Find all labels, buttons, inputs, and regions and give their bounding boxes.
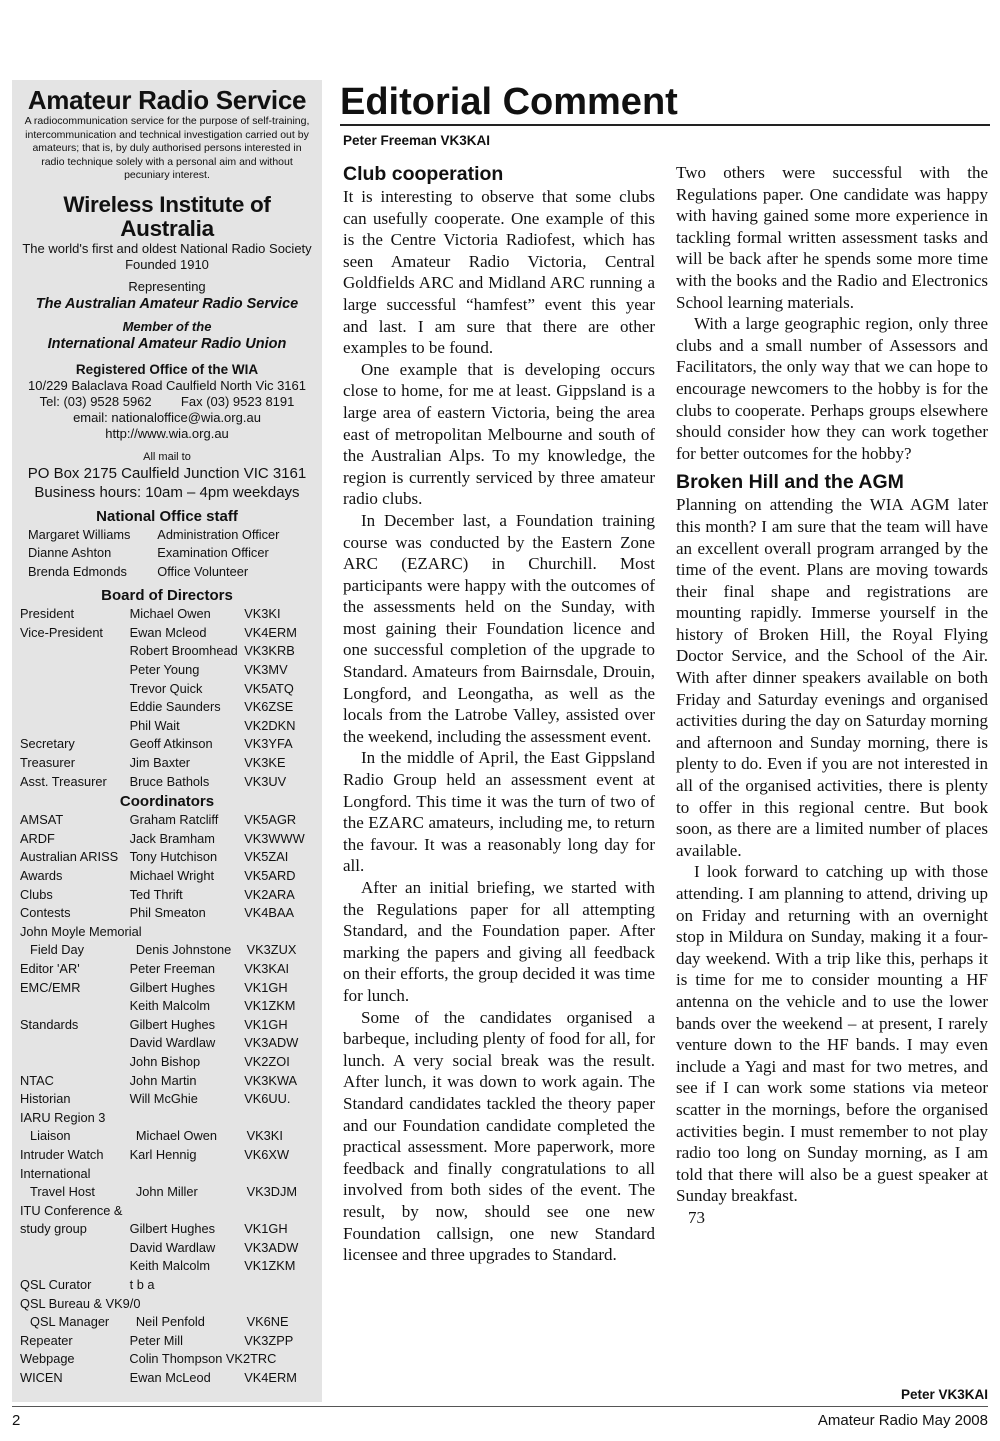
board-member-name: Michael Owen <box>129 606 211 622</box>
coordinator-name: Peter Mill <box>129 1332 183 1348</box>
coordinator-role: Historian <box>20 1091 71 1107</box>
coordinator-name: Michael Owen <box>135 1128 217 1144</box>
board-member-role <box>20 717 130 736</box>
board-member-call: VK6ZSE <box>244 699 294 715</box>
board-list <box>20 605 314 791</box>
coordinator-call: VK1GH <box>244 1221 288 1237</box>
coordinator-call: VK3ZPP <box>244 1332 294 1348</box>
coordinator-name: Neil Penfold <box>135 1314 205 1330</box>
coordinator-name: Gilbert Hughes <box>129 1221 215 1237</box>
coordinator-call: VK2ZOI <box>244 1053 290 1069</box>
coordinator-name: John Miller <box>135 1184 198 1200</box>
board-member-name: Eddie Saunders <box>129 699 221 715</box>
coordinator-row <box>20 811 314 830</box>
board-member-name: Trevor Quick <box>129 680 203 696</box>
office-address: 10/229 Balaclava Road Caulfield North Vic 3161 <box>28 377 306 393</box>
board-member-call: VK2DKN <box>244 717 296 733</box>
board-member-call: VK3KE <box>244 755 286 771</box>
service-description: A radiocommunication service for the purpose of self-training, intercommunication and technical investigation carried out by amateurs; that is, by duly authorised persons interested in radio technique solely with a personal aim and without pecuniary interest. <box>24 115 310 181</box>
founded-year: Founded 1910 <box>125 256 209 272</box>
coordinator-row <box>20 1369 314 1388</box>
coordinator-row <box>20 867 314 886</box>
staff-row <box>28 526 314 545</box>
coordinator-row <box>20 1202 314 1221</box>
coordinator-name: Gilbert Hughes <box>129 979 215 995</box>
coordinator-role: Awards <box>20 868 63 883</box>
board-member-role: Asst. Treasurer <box>20 773 107 789</box>
office-heading: Registered Office of the WIA <box>75 361 259 377</box>
board-member-name: Robert Broomhead <box>129 643 238 659</box>
staff-role: Examination Officer <box>157 545 269 561</box>
coordinator-name <box>130 1295 244 1314</box>
coordinators-heading: Coordinators <box>119 793 215 811</box>
coordinator-name <box>130 1165 245 1184</box>
headline-divider <box>340 124 990 126</box>
coordinator-role: Editor 'AR' <box>20 960 80 976</box>
board-member-role: President <box>20 606 75 622</box>
page-number: 2 <box>12 1412 21 1429</box>
board-member-role: Secretary <box>20 736 75 752</box>
coordinator-name: John Bishop <box>129 1053 201 1069</box>
member-of-label: Member of the <box>122 318 212 334</box>
board-member-row <box>20 735 314 754</box>
board-member-role <box>20 661 130 680</box>
coordinator-call: VK5ZAI <box>244 849 289 865</box>
coordinator-name: Denis Johnstone <box>135 942 232 958</box>
coordinator-name: Gilbert Hughes <box>129 1016 215 1032</box>
coordinator-name: t b a <box>129 1277 155 1293</box>
board-member-row <box>20 642 314 661</box>
coordinator-call: VK3ZUX <box>246 942 297 958</box>
coordinator-call: VK1ZKM <box>244 998 296 1014</box>
coordinator-name: Colin Thompson VK2TRC <box>129 1351 277 1367</box>
board-member-name: Geoff Atkinson <box>129 736 213 752</box>
coordinator-row <box>20 1109 314 1128</box>
coordinator-role: EMC/EMR <box>20 979 81 995</box>
representing-label: Representing <box>128 278 206 294</box>
staff-name: Brenda Edmonds <box>28 563 127 579</box>
coordinator-row <box>20 1276 314 1295</box>
coordinator-call: VK6NE <box>246 1314 289 1330</box>
sidebar-title: Amateur Radio Service <box>27 85 307 115</box>
staff-row <box>28 544 314 563</box>
board-member-name: Phil Wait <box>129 717 180 733</box>
board-member-row <box>20 605 314 624</box>
coordinator-row <box>20 886 314 905</box>
article-paragraph: Two others were successful with the Regulations paper. One candidate was happy with having gained some more experience in tackling formal written assessment tasks and will be back after he spends some more time with the books and the Radio and Electronics School learning materials. <box>676 163 988 312</box>
wia-subtitle: The world's first and oldest National Radio Society <box>22 240 312 256</box>
coordinator-role: Australian ARISS <box>20 849 119 865</box>
coordinator-call: VK5AGR <box>244 812 297 828</box>
coordinator-call: VK6UU. <box>244 1091 291 1107</box>
coordinator-call: VK3KAI <box>244 960 290 976</box>
coordinator-row <box>20 1072 314 1091</box>
coordinator-call: VK3KWA <box>244 1072 298 1088</box>
coordinator-row <box>20 997 314 1016</box>
column-1-body <box>343 186 655 1266</box>
article-paragraph: With a large geographic region, only three clubs and a small number of Assessors and Facilitators, the only way that we can hope to encourage newcomers to the hobby is for the clubs to cooperate. Perhaps groups elsewhere should consider how they can work together for better outcomes for the hobby? <box>676 314 988 463</box>
article-paragraph: It is interesting to observe that some clubs can usefully cooperate. One example of this is the Centre Victoria Radiofest, which has seen Amateur Radio Victoria, Central Goldfields ARC and Midland ARC running a large successful “hamfest” event this year and last. I am sure that there are other examples to be found. <box>343 187 655 358</box>
coordinator-name: Karl Hennig <box>129 1146 197 1162</box>
coordinator-role: Field Day <box>30 942 85 958</box>
coordinator-call: VK3ADW <box>244 1035 299 1051</box>
coordinator-role: NTAC <box>20 1072 54 1088</box>
board-member-name: Peter Young <box>129 662 200 678</box>
coordinator-role: ARDF <box>20 830 55 846</box>
coordinator-name <box>130 1202 245 1221</box>
coordinator-role: QSL Bureau & VK9/0 <box>20 1295 141 1311</box>
coordinator-call: VK3ADW <box>244 1239 299 1255</box>
coordinator-name: Ted Thrift <box>129 886 183 902</box>
coordinator-row <box>20 830 314 849</box>
coordinator-row <box>20 1165 314 1184</box>
footer-divider <box>12 1406 988 1407</box>
coordinator-call <box>244 1295 314 1314</box>
board-heading: Board of Directors <box>101 587 233 605</box>
staff-role: Administration Officer <box>157 526 280 542</box>
coordinator-row <box>20 904 314 923</box>
staff-name: Margaret Williams <box>28 526 131 542</box>
board-member-role <box>20 680 130 699</box>
coordinator-role <box>20 1034 130 1053</box>
coordinator-call: VK1GH <box>244 979 288 995</box>
coordinator-role: QSL Curator <box>20 1277 92 1293</box>
board-member-call: VK3KRB <box>244 643 295 659</box>
coordinator-role: ITU Conference & <box>20 1202 123 1218</box>
wia-info-sidebar <box>12 80 322 1402</box>
po-box: PO Box 2175 Caulfield Junction VIC 3161 <box>27 464 307 482</box>
board-member-row <box>20 698 314 717</box>
coordinator-role: Intruder Watch <box>20 1146 104 1162</box>
coordinator-row <box>20 960 314 979</box>
staff-name: Dianne Ashton <box>28 545 112 561</box>
coordinator-role: AMSAT <box>20 812 64 828</box>
board-member-name: Bruce Bathols <box>129 773 210 789</box>
coordinator-role: study group <box>20 1221 87 1237</box>
coordinator-row <box>20 1350 314 1369</box>
article-paragraph: Planning on attending the WIA AGM later this month? I am sure that the team will have an excellent overall program arranged by the time of the event. Plans are moving towards their final shape and registrations are mounting rapidly. Immerse yourself in the history of Broken Hill, the Royal Flying Doctor Service, and the School of the Air. With after dinner speakers available on both Friday and Saturday evenings and organised activities during the day on Saturday morning and afternoon and Sunday morning, there is plenty to do. Even if you are not interested in all of the organised activities, there is plenty to offer in this regional centre. But book soon, as there are a limited number of places available. <box>676 495 988 860</box>
coordinator-role <box>20 1239 130 1258</box>
coordinator-row <box>20 1183 314 1202</box>
coordinator-role: John Moyle Memorial <box>20 923 142 939</box>
coordinator-row <box>20 1313 314 1332</box>
section-heading-club-cooperation: Club cooperation <box>343 163 504 185</box>
article-paragraph: After an initial briefing, we started with the Regulations paper for all attempting Standard, and the Foundation paper. After marking the papers and giving all feedback on their efforts, the group decided it was time for lunch. <box>343 878 655 1005</box>
coordinator-row <box>20 1127 314 1146</box>
closing-seventy-three: 73 <box>688 1207 705 1227</box>
coordinator-call: VK3DJM <box>246 1184 298 1200</box>
office-email: email: nationaloffice@wia.org.au <box>73 409 261 425</box>
coordinator-call: VK3KI <box>246 1128 283 1144</box>
phone-fax <box>20 394 314 410</box>
article-paragraph: In the middle of April, the East Gippsland Radio Group held an assessment event at Longford. This time it was the turn of two of the EZARC amateurs, including me, to return the favour. It was a reasonably long day for all. <box>343 748 655 876</box>
page-title: Editorial Comment <box>340 81 678 123</box>
coordinator-row <box>20 1090 314 1109</box>
coordinator-call <box>244 1202 314 1221</box>
board-member-call: VK4ERM <box>244 624 297 640</box>
coordinator-name: Ewan McLeod <box>129 1370 211 1386</box>
coordinator-name: Michael Wright <box>129 868 215 883</box>
coordinator-call: VK6XW <box>244 1146 290 1162</box>
coordinator-name: David Wardlaw <box>129 1035 216 1051</box>
column-2-body-b <box>676 494 988 1207</box>
section-heading-broken-hill: Broken Hill and the AGM <box>676 471 904 494</box>
article-paragraph: I look forward to catching up with those attending. I am planning to attend, driving up on Friday and returning with an overnight stop in Mildura on Sunday, making it a four-day weekend. With a trip like this, perhaps it is time for me to consider mounting a HF antenna on the vehicle and to use the lower bands over the weekend – at present, I rarely venture down to the HF bands. I may even include a Yagi and mast for two metres, and see if I can work some stations via meteor scatter in the mornings, before the organised activities begin. I must remember to not play radio too long on Sunday morning, as I am told that there will also be a guest speaker at Sunday breakfast. <box>676 862 988 1206</box>
staff-list <box>20 526 314 582</box>
board-member-row <box>20 661 314 680</box>
article-column-2 <box>676 162 988 1402</box>
board-member-name: Jim Baxter <box>129 755 191 771</box>
wia-title: Wireless Institute of Australia <box>63 191 271 241</box>
phone-number: Tel: (03) 9528 5962 <box>39 393 152 409</box>
article-paragraph: Some of the candidates organised a barbeque, including plenty of food for all, for lunch. A very social break was the result. After lunch, it was down to work again. The Standard candidates tackled the theory paper and our Foundation candidate completed the practical assessment. More paperwork, more feedback and finally congratulations to all involved from both sides of the event. The result, by now, should see one new Foundation callsign, one new Standard licensee and three upgrades to Standard. <box>343 1007 655 1265</box>
coordinator-call <box>244 1165 314 1184</box>
board-member-role <box>20 698 130 717</box>
coordinator-role: Repeater <box>20 1332 73 1348</box>
coordinator-role <box>20 1257 130 1276</box>
article-paragraph: One example that is developing occurs close to home, for me at least. Gippsland is a large area of eastern Victoria, being the area east of metropolitan Melbourne and south of the Australian Alps. To my knowledge, the region is currently serviced by three amateur radio clubs. <box>343 359 655 509</box>
board-member-row <box>20 624 314 643</box>
author-signature: Peter VK3KAI <box>900 1387 988 1402</box>
iaru-name: International Amateur Radio Union <box>47 335 287 352</box>
coordinator-role: Travel Host <box>30 1184 95 1200</box>
coordinator-name: Graham Ratcliff <box>129 812 219 828</box>
coordinator-name: Jack Bramham <box>129 830 215 846</box>
coordinator-call <box>244 1350 314 1369</box>
coordinator-call: VK5ARD <box>244 868 296 883</box>
coordinator-row <box>20 1332 314 1351</box>
board-member-call: VK3MV <box>244 662 288 678</box>
board-member-name: Ewan Mcleod <box>129 624 207 640</box>
coordinator-role: Standards <box>20 1016 79 1032</box>
board-member-role: Treasurer <box>20 755 75 771</box>
coordinator-role: Clubs <box>20 886 53 902</box>
staff-row <box>28 563 314 582</box>
coordinator-role: International <box>20 1165 91 1181</box>
coordinator-role: WICEN <box>20 1370 63 1386</box>
board-member-call: VK5ATQ <box>244 680 294 696</box>
mail-label: All mail to <box>143 450 191 463</box>
coordinator-role <box>20 1053 130 1072</box>
coordinator-role: Webpage <box>20 1351 75 1367</box>
coordinator-role: Contests <box>20 905 71 921</box>
coordinator-call: VK3WWW <box>244 830 305 846</box>
coordinator-name: John Martin <box>129 1072 197 1088</box>
coordinator-call: VK1ZKM <box>244 1258 296 1274</box>
column-2-body-a <box>676 162 988 464</box>
coordinator-call: VK2ARA <box>244 886 295 902</box>
coordinator-role <box>20 997 130 1016</box>
coordinator-row <box>20 1016 314 1035</box>
board-member-role <box>20 642 130 661</box>
coordinator-row <box>20 1220 314 1239</box>
coordinator-row <box>20 1053 314 1072</box>
coordinator-name: Keith Malcolm <box>129 1258 210 1274</box>
coordinator-role: QSL Manager <box>30 1314 110 1330</box>
board-member-row <box>20 717 314 736</box>
coordinators-list <box>20 811 314 1387</box>
coordinator-call: VK4BAA <box>244 905 295 921</box>
coordinator-role: Liaison <box>30 1128 71 1144</box>
coordinator-name <box>130 923 244 942</box>
coordinator-name: Will McGhie <box>129 1091 198 1107</box>
coordinator-name: David Wardlaw <box>129 1239 216 1255</box>
staff-role: Office Volunteer <box>157 563 249 579</box>
coordinator-name: Tony Hutchison <box>129 849 218 865</box>
coordinator-row <box>20 1034 314 1053</box>
coordinator-row <box>20 848 314 867</box>
coordinator-role: IARU Region 3 <box>20 1109 106 1125</box>
business-hours: Business hours: 10am – 4pm weekdays <box>34 483 300 501</box>
coordinator-call: VK1GH <box>244 1016 288 1032</box>
coordinator-call <box>244 923 314 942</box>
coordinator-name <box>130 1109 245 1128</box>
coordinator-row <box>20 1257 314 1276</box>
article-column-1 <box>343 162 655 1402</box>
board-member-row <box>20 754 314 773</box>
fax-number: Fax (03) 9523 8191 <box>180 393 295 409</box>
publication-issue: Amateur Radio May 2008 <box>817 1412 988 1429</box>
board-member-call: VK3KI <box>244 606 281 622</box>
coordinator-row <box>20 979 314 998</box>
board-member-role: Vice-President <box>20 624 103 640</box>
article-paragraph: In December last, a Foundation training course was conducted by the Eastern Zone ARC (EZARC) in Churchill. Most participants were happy with the outcomes of the assessments held on the Sunday, with most gaining their Foundation licence and one successful completion of the upgrade to Standard. Amateurs from Bairnsdale, Drouin, Longford, and Leongatha, as well as the locals from the Latrobe Valley, assisted over the weekend, including the assessment event. <box>343 510 655 746</box>
coordinator-call: VK4ERM <box>244 1370 297 1386</box>
coordinator-name: Phil Smeaton <box>129 905 206 921</box>
board-member-row <box>20 773 314 792</box>
board-member-row <box>20 680 314 699</box>
office-website: http://www.wia.org.au <box>105 425 229 441</box>
coordinator-name: Peter Freeman <box>129 960 215 976</box>
staff-heading: National Office staff <box>96 507 238 525</box>
coordinator-name: Keith Malcolm <box>129 998 210 1014</box>
board-member-call: VK3UV <box>244 773 287 789</box>
coordinator-row <box>20 1146 314 1165</box>
ars-name: The Australian Amateur Radio Service <box>35 295 299 312</box>
coordinator-row <box>20 923 314 942</box>
author-byline: Peter Freeman VK3KAI <box>343 133 491 148</box>
coordinator-call <box>244 1276 314 1295</box>
coordinator-row <box>20 1295 314 1314</box>
board-member-call: VK3YFA <box>244 736 293 752</box>
coordinator-row <box>20 941 314 960</box>
coordinator-row <box>20 1239 314 1258</box>
coordinator-call <box>244 1109 314 1128</box>
